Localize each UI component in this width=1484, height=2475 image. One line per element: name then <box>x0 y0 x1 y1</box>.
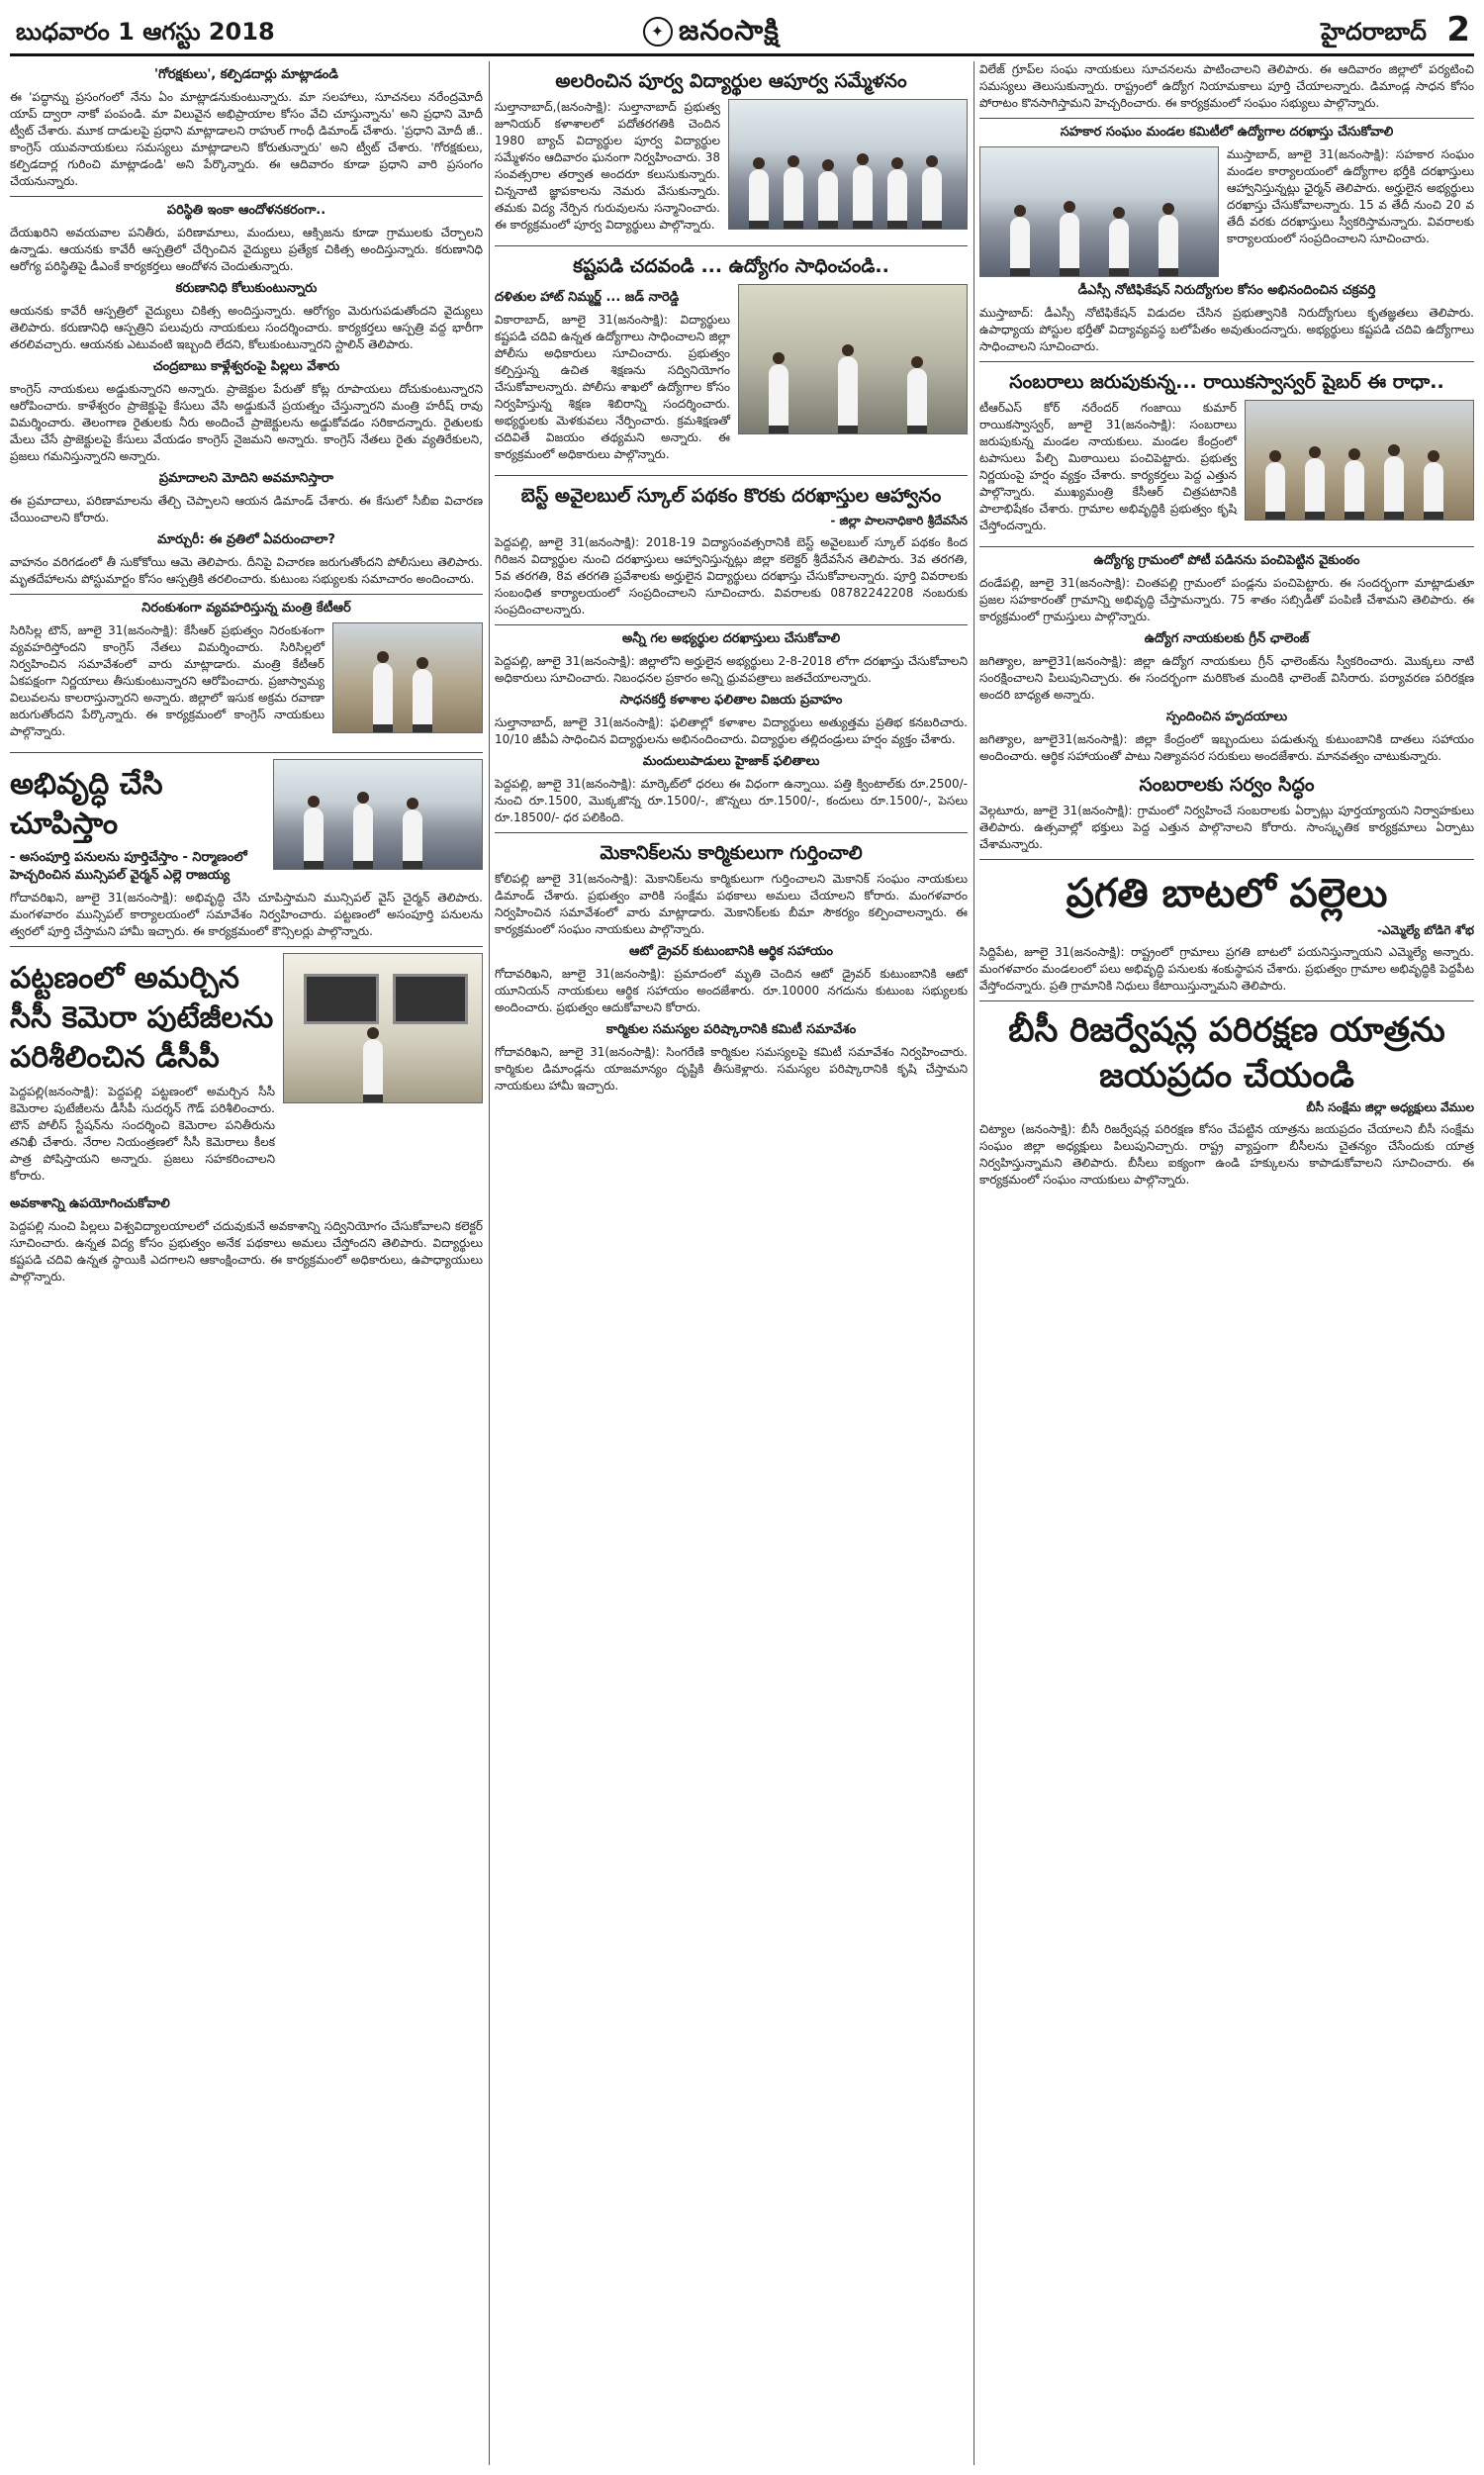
person-figure <box>853 165 873 229</box>
article-body: ఈ ప్రమాదాలు, పరిణామాలను తేల్చి చెప్పాలని ఆయన డిమాండ్ చేశారు. ఈ కేసులో సీబీఐ విచారణ చేయించాలని కోరారు. <box>10 494 483 524</box>
article-title: ఉద్యోగ నాయకులకు గ్రీన్ ఛాలెంజ్ <box>1144 631 1310 646</box>
article-body: వాహనం వరిగడంలో తీ సుకోకోయి ఆమె తెలిపారు. దీనిపై విచారణ జరుగుతోందని పోలీసులు తెలిపారు. మృతదేహాలను పోస్టుమార్టం కోసం ఆస్పత్రికి తరలించారు. కుటుంబ సభ్యులకు సమాచారం అందించారు. <box>10 555 483 586</box>
person-figure <box>403 809 422 869</box>
news-photo <box>728 99 968 230</box>
article-title: అన్నీ గల అభ్యర్థుల దరఖాస్తులు చేసుకోవాలి <box>621 631 841 646</box>
person-figure <box>887 169 907 229</box>
divider <box>979 118 1474 119</box>
person-figure <box>769 364 788 433</box>
article-body: టీఆర్ఎస్ కోర్ నరేందర్ గంజాయి కుమార్ రాయికస్వాస్వర్, జూలై 31(జనంసాక్షి): సంబరాలు జరుపుకున్న మండల నాయకులు. మండల కేంద్రంలో టపాసులు పేల్చి మిఠాయిలు పంచిపెట్టారు. ప్రభుత్వ నిర్ణయంపై హర్షం వ్యక్తం చేశారు. కార్యకర్తలు పెద్ద ఎత్తున పాల్గొన్నారు. ముఖ్యమంత్రి కేసీఆర్ చిత్రపటానికి పాలాభిషేకం చేశారు. గ్రామాల అభివృద్ధికి ప్రభుత్వం కృషి చేస్తోందన్నారు. <box>979 401 1237 532</box>
divider <box>495 624 968 625</box>
person-figure <box>1109 219 1129 276</box>
newspaper-logo <box>643 14 780 53</box>
page-number: 2 <box>1446 10 1470 49</box>
article-body: సుల్తానాబాద్,(జనంసాక్షి): సుల్తానాబాద్ ప్రభుత్వ జూనియర్ కళాశాలలో పదోతరగతికి చెందిన 1980 బ్యాచ్ విద్యార్థుల పూర్వ విద్యార్థుల సమ్మేళనం ఆదివారం ఘనంగా నిర్వహించారు. 38 సంవత్సరాల తర్వాత అందరూ కలుసుకున్నారు. చిన్ననాటి జ్ఞాపకాలను నెమరు వేసుకున్నారు. తమకు విద్య నేర్పిన గురువులను సన్మానించారు. ఈ కార్యక్రమంలో పూర్వ విద్యార్థులు పాల్గొన్నారు. <box>495 100 720 232</box>
divider <box>495 832 968 833</box>
news-photo <box>979 146 1219 277</box>
article-body: సిద్దిపేట, జూలై 31(జనంసాక్షి): రాష్ట్రంలో గ్రామాలు ప్రగతి బాటలో పయనిస్తున్నాయని ఎమ్మెల్యే అన్నారు. మంగళవారం మండలంలో పలు అభివృద్ధి పనులకు శంకుస్థాపన చేశారు. ప్రభుత్వం గ్రామాల అభివృద్ధికి పెద్దపీట వేస్తోందన్నారు. ప్రతి గ్రామానికి నిధులు కేటాయిస్తున్నామని తెలిపారు. <box>979 945 1474 993</box>
article-title: చంద్రబాబు కాళ్లేశ్వరంపై పిల్లలు వేశారు <box>152 359 340 374</box>
person-figure <box>353 804 373 869</box>
issue-date: బుధవారం 1 ఆగస్టు 2018 <box>16 18 275 46</box>
article-byline: బీసీ సంక్షేమ జిల్లా అధ్యక్షులు వేముల <box>1306 1100 1474 1114</box>
logo-emblem-icon: ✦ <box>643 17 673 47</box>
person-figure <box>749 169 769 229</box>
edition-city: హైదరాబాద్ <box>1321 18 1427 46</box>
article-headline: బీసీ రిజర్వేషన్ల పరిరక్షణ యాత్రను జయప్రదం చేయండి <box>1008 1010 1445 1095</box>
person-figure <box>1345 460 1364 520</box>
article-subtitle: దళితుల హాట్ నిమ్మర్జ్ ... జడ్ నారెడ్డి <box>495 290 680 305</box>
article-title: అవకాశాన్ని ఉపయోగించుకోవాలి <box>10 1196 170 1211</box>
article-body: చిట్యాల (జనంసాక్షి): బీసీ రిజర్వేషన్ల పరిరక్షణ కోసం చేపట్టిన యాత్రను జయప్రదం చేయాలని బీసీ సంక్షేమ సంఘం జిల్లా అధ్యక్షులు పిలుపునిచ్చారు. రాష్ట్ర వ్యాప్తంగా బీసీలను చైతన్యం చేసేందుకు యాత్ర నిర్వహిస్తున్నామని తెలిపారు. బీసీలు ఐక్యంగా ఉండి హక్కులను కాపాడుకోవాలని సూచించారు. ఈ కార్యక్రమంలో సంఘం నాయకులు పాల్గొన్నారు. <box>979 1122 1474 1187</box>
divider <box>979 546 1474 547</box>
person-figure <box>363 1039 383 1102</box>
article-body: పెద్దపల్లి, జూలై 31(జనంసాక్షి): 2018-19 విద్యాసంవత్సరానికి బెస్ట్ అవైలబుల్ స్కూల్ పథకం కింద గిరిజన విద్యార్థుల నుంచి దరఖాస్తులు ఆహ్వానిస్తున్నట్లు జిల్లా కలెక్టర్ శ్రీదేవసేన తెలిపారు. 3వ తరగతి, 5వ తరగతి, 8వ తరగతి ప్రవేశాలకు అర్హులైన విద్యార్థులు దరఖాస్తు చేసుకోవాలన్నారు. పూర్తి వివరాలకు సంబంధిత కార్యాలయంలో సంప్రదించాలని సూచించారు. వివరాలకు 08782242208 నంబరుకు సంప్రదించాలన్నారు. <box>495 535 968 617</box>
article-title: ప్రమాదాలని మోదిని అవమానిస్తారా <box>158 471 334 486</box>
article-byline: - జిల్లా పాలనాధికారి శ్రీదేవసేన <box>830 514 968 527</box>
article-title: మార్చురీ: ఈ వ్రతిలో ఏవరుంచాలా? <box>157 532 335 547</box>
divider <box>10 752 483 753</box>
article-body: గోదావరిఖని, జూలై 31(జనంసాక్షి): అభివృద్ధి చేసి చూపిస్తామని మున్సిపల్ వైస్ చైర్మన్ తెలిపారు. మంగళవారం మున్సిపల్ కార్యాలయంలో సమావేశం నిర్వహించారు. పట్టణంలో అసంపూర్తి పనులను త్వరలో పూర్తి చేస్తామని హామీ ఇచ్చారు. ఈ కార్యక్రమంలో కౌన్సిలర్లు పాల్గొన్నారు. <box>10 891 483 938</box>
person-figure <box>413 669 432 732</box>
person-figure <box>373 663 393 732</box>
article-title: కరుణానిధి కోలుకుంటున్నారు <box>175 281 318 296</box>
article-body: వెల్గటూరు, జూలై 31(జనంసాక్షి): గ్రామంలో నిర్వహించే సంబరాలకు ఏర్పాట్లు పూర్తయ్యాయని నిర్వాహకులు తెలిపారు. ఉత్సవాల్లో భక్తులు పెద్ద ఎత్తున పాల్గొనాలని కోరారు. సాంస్కృతిక కార్యక్రమాలు ఏర్పాటు చేశామన్నారు. <box>979 804 1474 851</box>
article-body: జగిత్యాల, జూలై31(జనంసాక్షి): జిల్లా కేంద్రంలో ఇబ్బందులు పడుతున్న కుటుంబానికి దాతలు సహాయం అందించారు. ఆర్థిక సహాయంతో పాటు నిత్యావసర సరుకులు అందజేశారు. మానవత్వం చాటుకున్నారు. <box>979 732 1474 763</box>
article-headline: మెకానిక్‌లను కార్మికులుగా గుర్తించాలి <box>600 842 863 864</box>
person-figure <box>1305 458 1325 520</box>
article-body: ఈ 'పద్ధాన్ను ప్రసంగంలో నేను ఏం మాట్లాడనుకుంటున్నారు. మా సలహాలు, సూచనలు నరేంద్రమోదీ యాప్ ద్వారా నాకో పంపండి. మా విలువైన అభిప్రాయాల కోసం వేచి చూస్తున్నాను' అని ప్రధాని మోదీ ట్వీట్ చేశారు. మూక దాడులపై ప్రధాని మాట్లాడాలని రాహుల్ గాంధీ డిమాండ్ చేశారు. 'ప్రధాని మోదీ జీ.. కాంగ్రెస్ యువనాయకులు సమస్యలు మాట్లాడాలని కోరుతున్నారు' అని ట్వీట్ చేశారు. 'గోరక్షకులు, కల్పిడదార్ల గురించి మాట్లాడండి' అని పేర్కొన్నారు. ఈ ఆదివారం కూడా ప్రధాని వారి ప్రసంగం చేయనున్నారు. <box>10 90 483 188</box>
article-title: డీఎస్సీ నోటిఫికేషన్ నిరుద్యోగుల కోసం అభినందించిన చక్రవర్తి <box>1077 283 1376 298</box>
news-photo <box>1245 400 1474 521</box>
article-title: ఉద్యోగ్య గ్రామంలో పోటీ పడినను పంచిపెట్టిన వైకుంఠం <box>1093 553 1360 568</box>
article-body: గోదావరిఖని, జూలై 31(జనంసాక్షి): సింగరేణి కార్మికుల సమస్యలపై కమిటీ సమావేశం నిర్వహించారు. కార్మికుల డిమాండ్లను యాజమాన్యం దృష్టికి తీసుకెళ్లారు. సమస్యల పరిష్కారానికి కృషి చేస్తామని నాయకులు హామీ ఇచ్చారు. <box>495 1045 968 1093</box>
article-title: సహకార సంఘం మండల కమిటీలో ఉద్యోగాల దరఖాస్తు చేసుకోవాలి <box>1060 125 1394 140</box>
newspaper-name: జనంసాక్షి <box>679 14 780 47</box>
news-photo <box>283 953 483 1103</box>
article-title: కార్మికుల సమస్యల పరిష్కారానికి కమిటీ సమావేశం <box>605 1022 857 1037</box>
article-headline: సంబరాలు జరుపుకున్న... రాయికస్వాస్వర్ షైబర్ ఈ రాధా.. <box>1009 371 1444 393</box>
article-headline: బెస్ట్ అవైలబుల్ స్కూల్ పథకం కొరకు దరఖాస్తుల ఆహ్వానం <box>520 485 942 507</box>
article-body: వికారాబాద్, జూలై 31(జనంసాక్షి): విద్యార్థులు కష్టపడి చదివి ఉన్నత ఉద్యోగాలు సాధించాలని జిల్లా పోలీసు అధికారులు సూచించారు. ప్రభుత్వం కల్పిస్తున్న ఉచిత శిక్షణను సద్వినియోగం చేసుకోవాలన్నారు. పోలీసు శాఖలో ఉద్యోగాల కోసం నిర్వహిస్తున్న శిక్షణ శిబిరాన్ని సందర్శించారు. అభ్యర్థులకు మెళకువలు నేర్పించారు. క్రమశిక్షణతో చదివితే విజయం తథ్యమని అన్నారు. ఈ కార్యక్రమంలో అధికారులు పాల్గొన్నారు. <box>495 313 730 461</box>
news-photo <box>273 759 483 870</box>
article-body: సుల్తానాబాద్, జూలై 31(జనంసాక్షి): ఫలితాల్లో కళాశాల విద్యార్థులు అత్యుత్తమ ప్రతిభ కనబరిచారు. 10/10 జీపీఏ సాధించిన విద్యార్థులను అభినందించారు. విద్యార్థుల తల్లిదండ్రులు హర్షం వ్యక్తం చేశారు. <box>495 715 968 746</box>
article-subtitle: - అసంపూర్తి పనులను పూర్తిచేస్తాం - నిర్మాణంలో హెచ్చరించిన మున్సిపల్ వైర్మన్ ఎల్లె రాజయ్య <box>10 850 247 883</box>
column-divider <box>489 61 490 2465</box>
divider <box>495 475 968 476</box>
article-body: సిరిసిల్ల టౌన్, జూలై 31(జనంసాక్షి): కేసీఆర్ ప్రభుత్వం నిరంకుశంగా వ్యవహరిస్తోందని కాంగ్రెస్ నేతలు విమర్శించారు. సిరిసిల్లలో నిర్వహించిన సమావేశంలో వారు మాట్లాడారు. మంత్రి కేటీఆర్ ఏకపక్షంగా నిర్ణయాలు తీసుకుంటున్నారని ఆరోపించారు. ప్రజాస్వామ్య విలువలను కాలరాస్తున్నారని అన్నారు. జిల్లాలో ఇసుక అక్రమ రవాణా జరుగుతోందని పేర్కొన్నారు. ఈ కార్యక్రమంలో కాంగ్రెస్ నాయకులు పాల్గొన్నారు. <box>10 623 325 738</box>
article-title: ఆటో డ్రైవర్ కుటుంబానికి ఆర్థిక సహాయం <box>628 944 834 959</box>
person-figure <box>304 808 324 869</box>
person-figure <box>1010 217 1030 276</box>
article-headline: పట్టణంలో అమర్చిన సీసీ కెమెరా పుటేజీలను పరిశీలించిన డీసీపీ <box>10 961 274 1075</box>
news-photo <box>738 284 968 434</box>
article-headline: కష్టపడి చదవండి ... ఉద్యోగం సాధించండి.. <box>573 255 889 277</box>
article-title: నిరంకుశంగా వ్యవహరిస్తున్న మంత్రి కేటీఆర్ <box>141 601 351 616</box>
article-body: కోలిపల్లి జూలై 31(జనంసాక్షి): మెకానిక్‌లను కార్మికులుగా గుర్తించాలని మెకానిక్ సంఘం నాయకులు డిమాండ్ చేశారు. ప్రభుత్వం వారికి సంక్షేమ పథకాలు అమలు చేయాలని కోరారు. మంగళవారం నిర్వహించిన సమావేశంలో వారు మాట్లాడారు. మెకానిక్‌లకు బీమా సౌకర్యం కల్పించాలన్నారు. ఈ కార్యక్రమంలో సంఘం నాయకులు పాల్గొన్నారు. <box>495 872 968 936</box>
column-right <box>979 61 1474 2465</box>
person-figure <box>1424 462 1443 520</box>
article-body: పెద్దపల్లి(జనంసాక్షి): పెద్దపల్లి పట్టణంలో అమర్చిన సీసీ కెమెరాల పుటేజీలను డీసీపీ సుదర్శన్ గౌడ్ పరిశీలించారు. టౌన్ పోలీస్ స్టేషన్‌ను సందర్శించి కెమెరాల పనితీరును తనిఖీ చేశారు. నేరాల నియంత్రణలో సీసీ కెమెరాలు కీలక పాత్ర పోషిస్తాయని అన్నారు. ప్రజలు సహకరించాలని కోరారు. <box>10 1085 275 1183</box>
divider <box>10 196 483 197</box>
person-figure <box>818 171 838 229</box>
divider <box>979 1000 1474 1001</box>
column-middle <box>495 61 968 2465</box>
person-figure <box>1060 213 1079 276</box>
divider <box>10 594 483 595</box>
article-body: పెద్దపల్లి, జూలై 31(జనంసాక్షి): మార్కెట్‌లో ధరలు ఈ విధంగా ఉన్నాయి. పత్తి క్వింటాల్‌కు రూ.2500/- నుంచి రూ.1500, మొక్కజొన్న రూ.1500/-, జొన్నలు రూ.1500/-, కందులు రూ.1500/-, పెసలు రూ.18500/- ధర పలికింది. <box>495 777 968 824</box>
article-headline: అలరించిన పూర్వ విద్యార్థుల ఆపూర్వ సమ్మేళనం <box>555 70 907 92</box>
masthead <box>10 10 1474 56</box>
article-body: పెద్దపల్లి నుంచి పిల్లలు విశ్వవిద్యాలయాలలో చదువుకునే అవకాశాన్ని సద్వినియోగం చేసుకోవాలని కలెక్టర్ సూచించారు. ఉన్నత విద్య కోసం ప్రభుత్వం అనేక పథకాలు అమలు చేస్తోందని తెలిపారు. విద్యార్థులు కష్టపడి చదివి ఉన్నత స్థాయికి ఎదగాలని ఆకాంక్షించారు. ఈ కార్యక్రమంలో అధికారులు, ఉపాధ్యాయులు పాల్గొన్నారు. <box>10 1219 483 1284</box>
monitor-screen <box>304 974 379 1024</box>
divider <box>495 245 968 246</box>
article-body: పెద్దపల్లి, జూలై 31(జనంసాక్షి): జిల్లాలోని అర్హులైన అభ్యర్థులు 2-8-2018 లోగా దరఖాస్తు చేసుకోవాలని అధికారులు సూచించారు. నిబంధనల ప్రకారం అన్ని ధ్రువపత్రాలు జతచేయాలన్నారు. <box>495 654 968 685</box>
article-body: ముస్తాబాద్, జూలై 31(జనంసాక్షి): సహకార సంఘం మండల కార్యాలయంలో ఉద్యోగాల భర్తీకి దరఖాస్తులు ఆహ్వానిస్తున్నట్లు ఛైర్మన్ తెలిపారు. అర్హులైన అభ్యర్థులు దరఖాస్తు చేసుకోవాలన్నారు. 15 వ తేదీ నుంచి 20 వ తేదీ వరకు దరఖాస్తులు స్వీకరిస్తామన్నారు. వివరాలకు కార్యాలయంలో సంప్రదించాలని సూచించారు. <box>1227 147 1474 245</box>
column-left <box>10 61 483 2465</box>
person-figure <box>1265 462 1285 520</box>
article-headline: ప్రగతి బాటలో పల్లెలు <box>1066 871 1388 916</box>
news-photo <box>332 622 483 733</box>
article-body: దేయఖరిని అవయవాల పనితీరు, పరిణామాలు, మందులు, ఆక్సిజను కూడా గ్రాములకు చేర్చాలని ఉన్నాడు. ఆయనకు కావేరీ ఆస్పత్రిలో చేర్చించిన వైద్యులు ప్రత్యేక చికిత్స అందిస్తున్నారు. కరుణానిధి ఆరోగ్య పరిస్థితిపై డీఎంకే కార్యకర్తలు ఆందోళన చెందుతున్నారు. <box>10 226 483 273</box>
article-title: మందులుపాడులు హైజాక్ ఫలితాలు <box>642 754 820 769</box>
article-headline: అభివృద్ధి చేసి చూపిస్తాం <box>10 767 163 841</box>
article-title: పరిస్థితి ఇంకా ఆందోళనకరంగా.. <box>166 203 326 218</box>
article-title: 'గోరక్షకులు', కల్పిడదార్లు మాట్లాడండి <box>154 67 338 82</box>
person-figure <box>907 368 927 433</box>
divider <box>979 859 1474 860</box>
article-body: జగిత్యాల, జూలై31(జనంసాక్షి): జిల్లా ఉద్యోగ నాయకులు గ్రీన్ ఛాలెంజ్‌ను స్వీకరించారు. మొక్కలు నాటి సంరక్షించాలని పిలుపునిచ్చారు. ఈ సందర్భంగా మరికొంత మందికి ఛాలెంజ్ విసిరారు. పర్యావరణ పరిరక్షణ అందరి బాధ్యత అన్నారు. <box>979 654 1474 702</box>
person-figure <box>1384 456 1404 520</box>
article-title: స్పందించిన హృదయాలు <box>1165 710 1288 724</box>
divider <box>979 361 1474 362</box>
article-body: దండేపల్లి, జూలై 31(జనంసాక్షి): చింతపల్లి గ్రామంలో పండ్లను పంచిపెట్టారు. ఈ సందర్భంగా మాట్లాడుతూ ప్రజల సహకారంతో గ్రామాన్ని అభివృద్ధి చేస్తామన్నారు. 75 శాతం సబ్సిడీతో పంపిణీ చేశామని తెలిపారు. ఈ కార్యక్రమంలో గ్రామస్తులు పాల్గొన్నారు. <box>979 576 1474 623</box>
person-figure <box>1159 215 1178 276</box>
monitor-screen <box>393 974 468 1024</box>
article-body: కాంగ్రెస్ నాయకులు అడ్డుకున్నారని అన్నారు. ప్రాజెక్టుల పేరుతో కోట్ల రూపాయలు దోచుకుంటున్నారని ఆరోపించారు. కాళేశ్వరం ప్రాజెక్టుపై కేసులు వేసి అడ్డుకునే ప్రయత్నం చేస్తున్నారని మంత్రి హరీష్ రావు విమర్శించారు. తెలంగాణ రైతులకు నీరు అందించే ప్రాజెక్టులను అడ్డుకోవడం సరికాదన్నారు. రైతులకు మేలు చేసే ప్రాజెక్టులపై కేసులు వేయడం కాంగ్రెస్ నైజమని అన్నారు. కాంగ్రెస్ నేతలు రైతు వ్యతిరేకులని, ప్రజలు గమనిస్తున్నారని అన్నారు. <box>10 382 483 463</box>
article-headline: సంబరాలకు సర్వం సిద్ధం <box>1139 774 1315 796</box>
article-body: ఆయనకు కావేరీ ఆస్పత్రిలో వైద్యులు చికిత్స అందిస్తున్నారు. ఆరోగ్యం మెరుగుపడుతోందని వైద్యులు తెలిపారు. కరుణానిధి ఆస్పత్రిని పలువురు నాయకులు సందర్శించారు. కార్యకర్తలు ఆస్పత్రి వద్ద భారీగా తరలివచ్చారు. ఆయనకు ఎటువంటి ఇబ్బంది లేదని, కోలుకుంటున్నారని స్టాలిన్ తెలిపారు. <box>10 304 483 351</box>
article-body: విలేజ్ గ్రూప్‌ల సంఘ నాయకులు సూచనలను పాటించాలని తెలిపారు. ఈ ఆదివారం జిల్లాలో పర్యటించి సమస్యలు తెలుసుకున్నారు. రాష్ట్రంలో ఉద్యోగ నియామకాలు పూర్తి చేయాలన్నారు. డిమాండ్ల సాధన కోసం పోరాటం కొనసాగిస్తామని హెచ్చరించారు. ఈ కార్యక్రమంలో సంఘం సభ్యులు పాల్గొన్నారు. <box>979 62 1474 110</box>
divider <box>10 946 483 947</box>
article-body: ముస్తాబాద్: డీఎస్సీ నోటిఫికేషన్ విడుదల చేసిన ప్రభుత్వానికి నిరుద్యోగులు కృతజ్ఞతలు తెలిపారు. ఉపాధ్యాయ పోస్టుల భర్తీతో విద్యావ్యవస్థ బలోపేతం అవుతుందన్నారు. అభ్యర్థులు కష్టపడి చదివి ఉద్యోగాలు సాధించాలని సూచించారు. <box>979 306 1474 353</box>
person-figure <box>838 356 858 433</box>
person-figure <box>922 167 942 229</box>
article-title: సాధనకర్తీ కళాశాల ఫలితాల విజయ ప్రవాహం <box>619 693 843 708</box>
article-body: గోదావరిఖని, జూలై 31(జనంసాక్షి): ప్రమాదంలో మృతి చెందిన ఆటో డ్రైవర్ కుటుంబానికి ఆటో యూనియన్ నాయకులు ఆర్థిక సహాయం అందజేశారు. రూ.10000 నగదును కుటుంబ సభ్యులకు అందించారు. ప్రభుత్వం ఆదుకోవాలని కోరారు. <box>495 967 968 1014</box>
person-figure <box>784 167 803 229</box>
article-byline: -ఎమ్మెల్యే బోడిగె శోభ <box>1376 923 1474 937</box>
